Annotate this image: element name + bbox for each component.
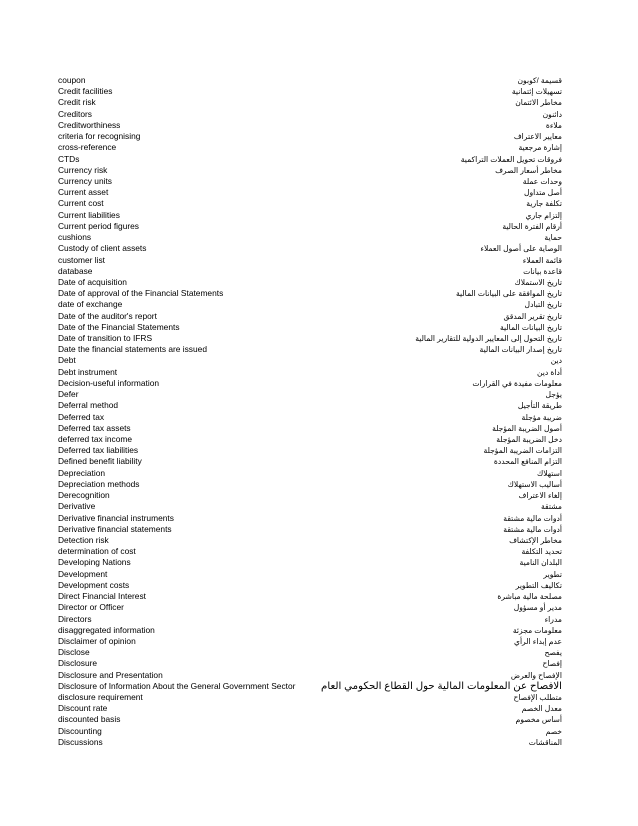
english-term: determination of cost <box>58 546 136 557</box>
english-term: database <box>58 265 93 276</box>
arabic-term: خصم <box>545 726 562 736</box>
arabic-term: أدوات مالية مشتقة <box>503 524 562 534</box>
arabic-term: تاريخ التبادل <box>524 300 562 310</box>
glossary-row <box>58 692 562 703</box>
glossary-list <box>58 75 562 748</box>
glossary-row <box>58 367 562 378</box>
english-term: Directors <box>58 613 92 624</box>
english-term: Deferral method <box>58 400 119 411</box>
english-term: Depreciation <box>58 467 106 478</box>
english-term: criteria for recognising <box>58 131 141 142</box>
english-term: Credit risk <box>58 97 96 108</box>
glossary-row <box>58 423 562 434</box>
arabic-term: تاريخ الاستملاك <box>514 277 562 287</box>
arabic-term: تكلفة جارية <box>526 199 562 209</box>
english-term: Director or Officer <box>58 602 124 613</box>
glossary-row <box>58 569 562 580</box>
glossary-row <box>58 535 562 546</box>
glossary-row <box>58 344 562 355</box>
english-term: Deferred tax assets <box>58 422 131 433</box>
glossary-row <box>58 355 562 366</box>
glossary-row <box>58 434 562 445</box>
arabic-term: وحدات عملة <box>522 176 562 186</box>
arabic-term: تاريخ التحول إلى المعايير الدولية للتقارير المالية <box>415 334 562 344</box>
glossary-row <box>58 210 562 221</box>
arabic-term: البلدان النامية <box>519 558 562 568</box>
english-term: Discounting <box>58 725 102 736</box>
arabic-term: مشتقة <box>540 502 562 512</box>
english-term: Custody of client assets <box>58 243 147 254</box>
arabic-term: ملاءة <box>545 120 562 130</box>
english-term: Discussions <box>58 736 103 747</box>
english-term: cushions <box>58 232 92 243</box>
english-term: Disclosure of Information About the General Government Sector <box>58 680 296 691</box>
glossary-row <box>58 479 562 490</box>
arabic-term: قائمة العملاء <box>522 255 562 265</box>
english-term: Derivative <box>58 501 96 512</box>
english-term: Current cost <box>58 198 104 209</box>
glossary-row <box>58 468 562 479</box>
english-term: Debt <box>58 355 76 366</box>
arabic-term: يفصح <box>544 648 562 658</box>
arabic-term: إفصاح <box>542 659 562 669</box>
arabic-term: معلومات مجزئة <box>512 625 562 635</box>
english-term: date of exchange <box>58 299 123 310</box>
arabic-term: تاريخ إصدار البيانات المالية <box>479 345 562 355</box>
english-term: cross-reference <box>58 142 117 153</box>
english-term: Date of transition to IFRS <box>58 333 153 344</box>
glossary-row <box>58 232 562 243</box>
english-term: Disclose <box>58 647 90 658</box>
glossary-row <box>58 322 562 333</box>
arabic-term: تسهيلات إئتمانية <box>511 87 562 97</box>
arabic-term: معايير الاعتراف <box>513 132 562 142</box>
glossary-row <box>58 546 562 557</box>
glossary-row <box>58 75 562 86</box>
glossary-row <box>58 501 562 512</box>
arabic-term: إلتزام جاري <box>525 210 562 220</box>
glossary-row <box>58 243 562 254</box>
arabic-term: أساس مخصوم <box>515 715 562 725</box>
arabic-term: أصول الضريبة المؤجلة <box>492 423 562 433</box>
english-term: Currency risk <box>58 164 108 175</box>
english-term: Developing Nations <box>58 557 131 568</box>
glossary-row <box>58 266 562 277</box>
arabic-term: مصلحة مالية مباشرة <box>497 592 562 602</box>
english-term: disaggregated information <box>58 624 155 635</box>
glossary-row <box>58 97 562 108</box>
arabic-term: تحديد التكلفة <box>521 547 562 557</box>
glossary-row <box>58 670 562 681</box>
glossary-row <box>58 333 562 344</box>
glossary-row <box>58 311 562 322</box>
glossary-row <box>58 445 562 456</box>
english-term: Date of approval of the Financial Statements <box>58 288 224 299</box>
english-term: Date the financial statements are issued <box>58 344 207 355</box>
glossary-row <box>58 580 562 591</box>
arabic-term: متطلب الإفصاح <box>513 693 562 703</box>
english-term: Derecognition <box>58 490 110 501</box>
arabic-term: الإفصاح والعرض <box>510 670 562 680</box>
english-term: Derivative financial instruments <box>58 512 174 523</box>
glossary-row <box>58 154 562 165</box>
arabic-term: تاريخ الموافقة على البيانات المالية <box>455 289 562 299</box>
arabic-term: مخاطر الائتمان <box>515 98 562 108</box>
arabic-term: طريقة التأجيل <box>517 401 562 411</box>
english-term: Defined benefit liability <box>58 456 142 467</box>
glossary-row <box>58 614 562 625</box>
arabic-term: تاريخ تقرير المدقق <box>503 311 562 321</box>
glossary-row <box>58 726 562 737</box>
glossary-row <box>58 176 562 187</box>
english-term: Debt instrument <box>58 366 118 377</box>
arabic-term: مخاطر الإكتشاف <box>509 535 562 545</box>
english-term: Creditworthiness <box>58 119 121 130</box>
glossary-row <box>58 737 562 748</box>
glossary-row <box>58 490 562 501</box>
arabic-term: عدم إبداء الرأي <box>514 636 562 646</box>
glossary-row <box>58 636 562 647</box>
glossary-row <box>58 524 562 535</box>
arabic-term: تطوير <box>543 569 562 579</box>
glossary-row <box>58 557 562 568</box>
glossary-row <box>58 625 562 636</box>
english-term: Current period figures <box>58 220 139 231</box>
arabic-term: دخل الضريبة المؤجلة <box>496 435 562 444</box>
arabic-term: إشارة مرجعية <box>518 143 562 153</box>
arabic-term: مخاطر أسعار الصرف <box>495 165 562 175</box>
arabic-term: الوصاية على أصول العملاء <box>480 244 562 254</box>
english-term: coupon <box>58 75 86 85</box>
arabic-term: معلومات مفيدة في القرارات <box>472 378 562 388</box>
english-term: Development costs <box>58 579 130 590</box>
english-term: disclosure requirement <box>58 692 143 703</box>
glossary-row <box>58 255 562 266</box>
english-term: Derivative financial statements <box>58 523 172 534</box>
glossary-row <box>58 658 562 669</box>
english-term: Date of the Financial Statements <box>58 321 180 332</box>
english-term: Discount rate <box>58 703 108 714</box>
arabic-term: فروقات تحويل العملات التراكمية <box>460 154 562 164</box>
arabic-term: ضريبة مؤجلة <box>521 412 562 422</box>
arabic-term: دائنون <box>542 109 562 119</box>
arabic-term: قسيمة /كوبون <box>517 76 562 85</box>
english-term: Direct Financial Interest <box>58 591 146 602</box>
arabic-term: الافصاح عن المعلومات المالية حول القطاع الحكومي العام <box>321 680 562 692</box>
glossary-row <box>58 400 562 411</box>
english-term: discounted basis <box>58 714 121 725</box>
english-term: Depreciation methods <box>58 478 140 489</box>
english-term: Disclaimer of opinion <box>58 635 136 646</box>
glossary-row <box>58 187 562 198</box>
english-term: Detection risk <box>58 534 109 545</box>
glossary-row <box>58 389 562 400</box>
arabic-term: مدراء <box>544 614 562 624</box>
english-term: Creditors <box>58 108 92 119</box>
arabic-term: أرقام الفترة الحالية <box>502 221 562 231</box>
arabic-term: التزام المنافع المحددة <box>493 457 562 467</box>
english-term: Credit facilities <box>58 86 113 97</box>
arabic-term: تكاليف التطوير <box>515 580 562 590</box>
glossary-row <box>58 120 562 131</box>
glossary-row <box>58 513 562 524</box>
english-term: Current asset <box>58 187 109 198</box>
glossary-row <box>58 165 562 176</box>
glossary-row <box>58 142 562 153</box>
arabic-term: التزامات الضريبة المؤجلة <box>483 446 562 456</box>
arabic-term: تاريخ البيانات المالية <box>499 322 562 332</box>
arabic-term: دين <box>550 356 562 366</box>
glossary-row <box>58 681 562 692</box>
english-term: Disclosure and Presentation <box>58 669 163 680</box>
english-term: Current liabilities <box>58 209 120 220</box>
glossary-row <box>58 602 562 613</box>
english-term: Date of acquisition <box>58 276 127 287</box>
english-term: Deferred tax liabilities <box>58 445 139 456</box>
english-term: Decision-useful information <box>58 377 160 388</box>
english-term: Disclosure <box>58 658 98 669</box>
glossary-row <box>58 288 562 299</box>
arabic-term: المناقشات <box>528 737 562 747</box>
arabic-term: أصل متداول <box>523 188 562 198</box>
arabic-term: أساليب الاستهلاك <box>507 479 562 489</box>
english-term: deferred tax income <box>58 434 133 444</box>
arabic-term: أداة دين <box>537 367 562 377</box>
glossary-row <box>58 221 562 232</box>
arabic-term: يؤجل <box>545 390 562 400</box>
glossary-row <box>58 703 562 714</box>
arabic-term: معدل الخصم <box>521 704 562 714</box>
glossary-row <box>58 591 562 602</box>
english-term: Currency units <box>58 175 112 186</box>
glossary-row <box>58 277 562 288</box>
glossary-row <box>58 86 562 97</box>
english-term: Date of the auditor's report <box>58 310 157 321</box>
arabic-term: إلغاء الاعتراف <box>518 491 562 501</box>
english-term: Deferred tax <box>58 411 105 422</box>
glossary-row <box>58 299 562 310</box>
glossary-row <box>58 131 562 142</box>
english-term: Defer <box>58 389 79 400</box>
glossary-row <box>58 456 562 467</box>
glossary-row <box>58 378 562 389</box>
english-term: Development <box>58 568 108 579</box>
glossary-row <box>58 412 562 423</box>
glossary-row <box>58 714 562 725</box>
arabic-term: قاعدة بيانات <box>523 266 562 276</box>
glossary-row <box>58 198 562 209</box>
glossary-row <box>58 647 562 658</box>
english-term: customer list <box>58 254 106 265</box>
arabic-term: حماية <box>544 233 562 243</box>
glossary-row <box>58 109 562 120</box>
english-term: CTDs <box>58 153 80 164</box>
arabic-term: مدير أو مسؤول <box>513 603 562 613</box>
arabic-term: أدوات مالية مشتقة <box>503 513 562 523</box>
arabic-term: استهلاك <box>536 468 562 478</box>
